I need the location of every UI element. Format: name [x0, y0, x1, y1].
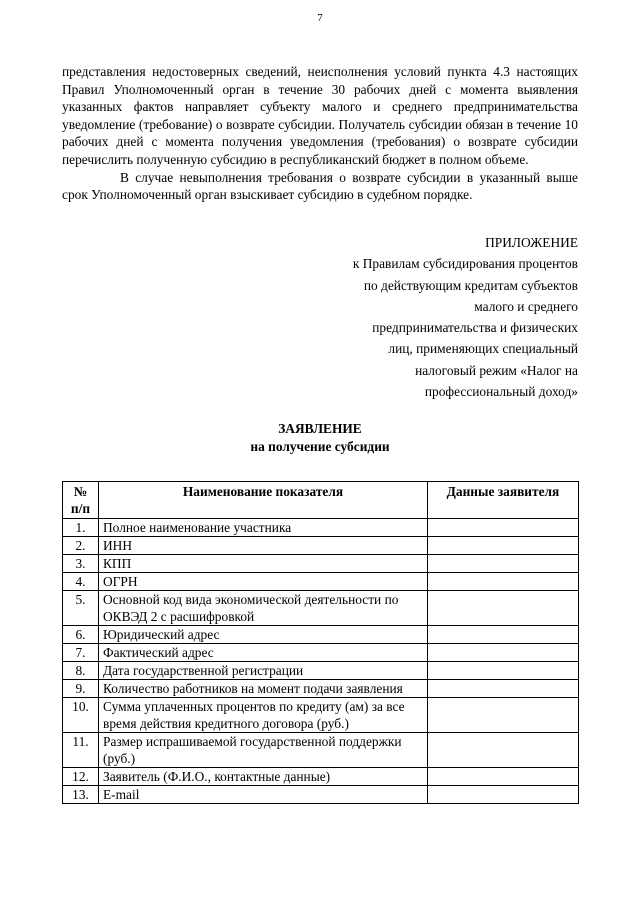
appendix-line: лиц, применяющих специальный: [388, 341, 578, 357]
header-data: Данные заявителя: [428, 482, 579, 519]
row-number-cell: 10.: [63, 698, 99, 733]
heading-title: ЗАЯВЛЕНИЕ: [278, 421, 362, 436]
row-applicant-data-cell[interactable]: [428, 519, 579, 537]
row-number-cell: 5.: [63, 591, 99, 626]
row-indicator-cell: Количество работников на момент подачи заявления: [99, 680, 428, 698]
row-number-cell: 2.: [63, 537, 99, 555]
row-number-cell: 8.: [63, 662, 99, 680]
table-row: [63, 519, 579, 537]
row-number-cell: 12.: [63, 768, 99, 786]
table-row: [63, 662, 579, 680]
table-row: [63, 591, 579, 626]
table-row: [63, 555, 579, 573]
row-applicant-data-cell[interactable]: [428, 573, 579, 591]
page-number: 7: [317, 12, 323, 24]
table-row: [63, 768, 579, 786]
table-row: [63, 733, 579, 768]
row-indicator-cell: Юридический адрес: [99, 626, 428, 644]
paragraph-return-notice: представления недостоверных сведений, неисполнения условий пункта 4.3 настоящих Правил Уполномоченный орган в течение 30 рабочих дней с момента выявления указанных фактов направляет субъекту малого и среднего предпринимательства уведомление (требование) о возврате субсидии. Получатель субсидии обязан в течение 10 рабочих дней с момента получения уведомления (требования) о возврате субсидии перечислить полученную субсидию в республиканский бюджет в полном объеме.: [62, 64, 578, 167]
table-row: [63, 680, 579, 698]
table-row: [63, 537, 579, 555]
appendix-line: к Правилам субсидирования процентов: [352, 256, 578, 272]
paragraph-court-recovery: В случае невыполнения требования о возврате субсидии в указанный выше срок Уполномоченный орган взыскивает субсидию в судебном порядке.: [62, 169, 578, 203]
header-name: Наименование показателя: [99, 482, 428, 519]
row-number-cell: 4.: [63, 573, 99, 591]
appendix-line: налоговый режим «Налог на: [415, 362, 578, 378]
row-applicant-data-cell[interactable]: [428, 786, 579, 804]
row-applicant-data-cell[interactable]: [428, 537, 579, 555]
row-applicant-data-cell[interactable]: [428, 626, 579, 644]
application-table: [62, 481, 579, 804]
appendix-block: [278, 232, 578, 402]
row-indicator-cell: Фактический адрес: [99, 644, 428, 662]
row-indicator-cell: Размер испрашиваемой государственной поддержки (руб.): [99, 733, 428, 768]
row-applicant-data-cell[interactable]: [428, 644, 579, 662]
row-applicant-data-cell[interactable]: [428, 733, 579, 768]
table-row: [63, 626, 579, 644]
row-indicator-cell: Дата государственной регистрации: [99, 662, 428, 680]
row-applicant-data-cell[interactable]: [428, 768, 579, 786]
table-header-row: [63, 482, 579, 519]
row-applicant-data-cell[interactable]: [428, 662, 579, 680]
body-text: [62, 63, 578, 204]
appendix-line: предпринимательства и физических: [372, 320, 578, 336]
row-number-cell: 6.: [63, 626, 99, 644]
row-indicator-cell: Сумма уплаченных процентов по кредиту (ам) за все время действия кредитного договора (руб.): [99, 698, 428, 733]
row-applicant-data-cell[interactable]: [428, 591, 579, 626]
row-indicator-cell: ИНН: [99, 537, 428, 555]
row-indicator-cell: Основной код вида экономической деятельности по ОКВЭД 2 с расшифровкой: [99, 591, 428, 626]
appendix-line: малого и среднего: [474, 298, 578, 314]
row-indicator-cell: Полное наименование участника: [99, 519, 428, 537]
row-indicator-cell: КПП: [99, 555, 428, 573]
header-num: № п/п: [63, 482, 99, 519]
row-number-cell: 11.: [63, 733, 99, 768]
row-applicant-data-cell[interactable]: [428, 698, 579, 733]
row-applicant-data-cell[interactable]: [428, 680, 579, 698]
appendix-line: профессиональный доход»: [424, 384, 578, 400]
row-applicant-data-cell[interactable]: [428, 555, 579, 573]
row-number-cell: 7.: [63, 644, 99, 662]
row-number-cell: 3.: [63, 555, 99, 573]
table-row: [63, 573, 579, 591]
document-heading: [0, 420, 640, 456]
row-number-cell: 1.: [63, 519, 99, 537]
row-number-cell: 13.: [63, 786, 99, 804]
row-indicator-cell: ОГРН: [99, 573, 428, 591]
table-row: [63, 644, 579, 662]
table-row: [63, 698, 579, 733]
table-row: [63, 786, 579, 804]
row-indicator-cell: E-mail: [99, 786, 428, 804]
heading-subtitle: на получение субсидии: [250, 439, 390, 454]
appendix-line: по действующим кредитам субъектов: [363, 277, 578, 293]
appendix-title: ПРИЛОЖЕНИЕ: [485, 235, 578, 250]
row-indicator-cell: Заявитель (Ф.И.О., контактные данные): [99, 768, 428, 786]
row-number-cell: 9.: [63, 680, 99, 698]
